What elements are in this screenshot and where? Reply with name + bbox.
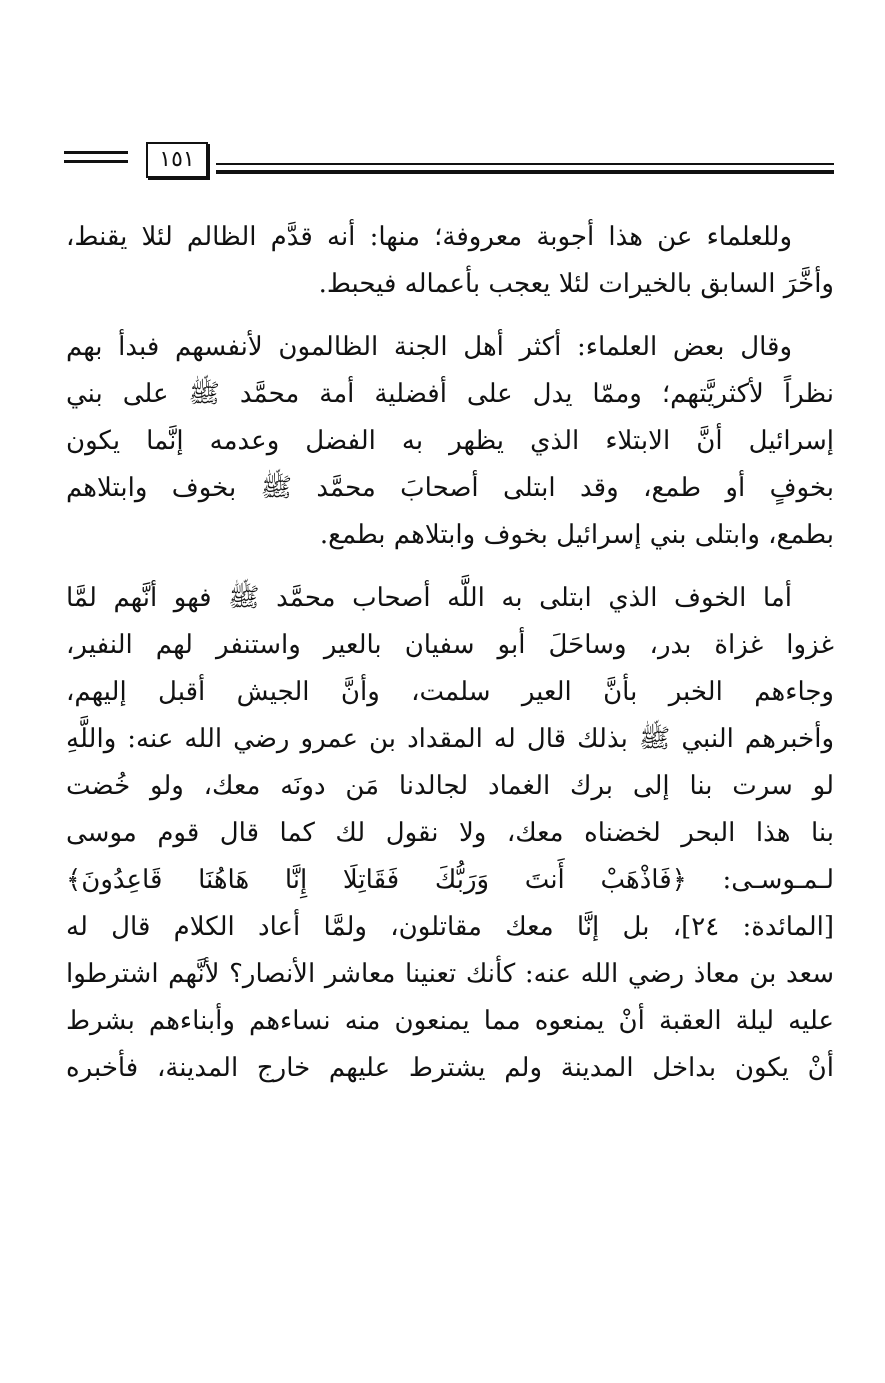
text-line: [المائدة: ٢٤]، بل إنَّا معك مقاتلون، ولمَّا أعاد الكلام قال له (66, 912, 834, 942)
text-line: نظراً لأكثريَّتهم؛ وممّا يدل على أفضلية أمة محمَّد ﷺ على بني (66, 379, 834, 409)
text-line: أنْ يكون بداخل المدينة ولم يشترط عليهم خارج المدينة، فأخبره (66, 1053, 834, 1083)
header-rule-short-lower (64, 160, 128, 163)
text-line: وقال بعض العلماء: أكثر أهل الجنة الظالمون لأنفسهم فبدأ بهم (66, 332, 792, 362)
text-line: بطمع، وابتلى بني إسرائيل بخوف وابتلاهم بطمع. (319, 520, 834, 550)
text-line: سعد بن معاذ رضي الله عنه: كأنك تعنينا معاشر الأنصار؟ لأنَّهم اشترطوا (66, 959, 834, 989)
header-rule-long (216, 163, 834, 165)
text-line: غزوا غزاة بدر، وساحَلَ أبو سفيان بالعير واستنفر لهم النفير، (66, 630, 834, 660)
text-line: وأخبرهم النبي ﷺ بذلك قال له المقداد بن عمرو رضي الله عنه: واللَّهِ (66, 724, 834, 754)
quran-verse-line: لـمـوسـى: ﴿فَاذْهَبْ أَنتَ وَرَبُّكَ فَقَاتِلَا إِنَّا هَاهُنَا قَاعِدُونَ﴾ (66, 865, 834, 895)
text-line: أما الخوف الذي ابتلى به اللَّه أصحاب محمَّد ﷺ فهو أنَّهم لمَّا (66, 583, 792, 613)
text-line: وللعلماء عن هذا أجوبة معروفة؛ منها: أنه قدَّم الظالم لئلا يقنط، (66, 222, 792, 252)
text-line: وأخَّرَ السابق بالخيرات لئلا يعجب بأعماله فيحبط. (318, 269, 834, 299)
header-rule-short (64, 151, 128, 154)
page-header (62, 136, 834, 186)
paragraph-1 (66, 214, 834, 308)
text-line: عليه ليلة العقبة أنْ يمنعوه مما يمنعون منه نساءهم وأبناءهم بشرط (66, 1006, 834, 1036)
text-line: وجاءهم الخبر بأنَّ العير سلمت، وأنَّ الجيش أقبل إليهم، (66, 677, 834, 707)
paragraph-3 (66, 575, 834, 1092)
header-rule-long-thick (216, 170, 834, 174)
text-line: إسرائيل أنَّ الابتلاء الذي يظهر به الفضل وعدمه إنَّما يكون (66, 426, 834, 456)
text-line: بخوفٍ أو طمع، وقد ابتلى أصحابَ محمَّد ﷺ بخوف وابتلاهم (66, 473, 834, 503)
paragraph-2 (66, 324, 834, 559)
page-body (66, 214, 834, 1108)
text-line: بنا هذا البحر لخضناه معك، ولا نقول لك كما قال قوم موسى (66, 818, 834, 848)
page-number: ١٥١ (146, 142, 208, 178)
text-line: لو سرت بنا إلى برك الغماد لجالدنا مَن دونَه معك، ولو خُضت (66, 771, 834, 801)
